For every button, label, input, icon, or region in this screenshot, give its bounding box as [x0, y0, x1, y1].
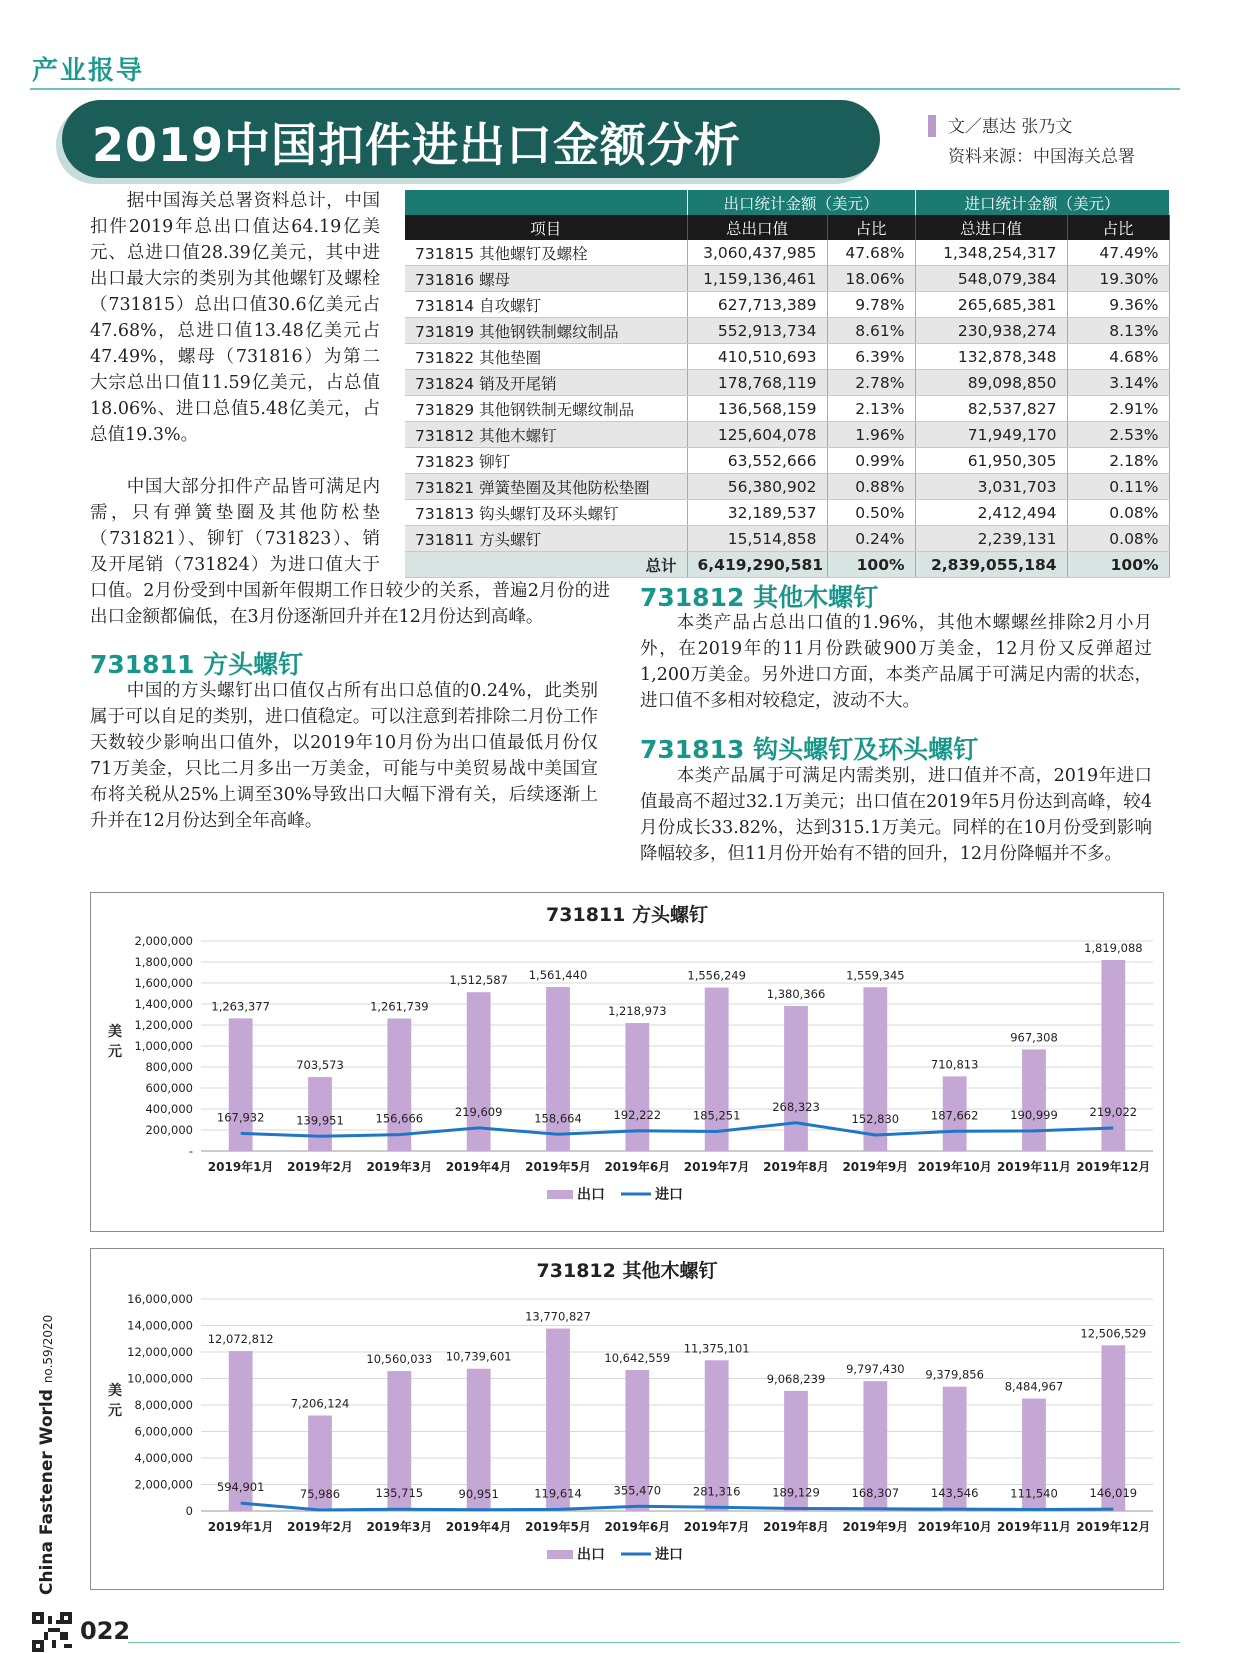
table-cell-export: 15,514,858	[687, 526, 827, 552]
import-data-label: 168,307	[851, 1485, 900, 1500]
table-cell-export: 627,713,389	[687, 292, 827, 318]
table-cell-is: 8.13%	[1067, 318, 1169, 344]
table-cell-es: 8.61%	[827, 318, 915, 344]
magazine-title: China Fastener World	[37, 1389, 57, 1595]
chart-731812-svg	[91, 1249, 1163, 1589]
import-data-label: 156,666	[375, 1111, 424, 1126]
export-data-label: 1,263,377	[211, 999, 270, 1014]
table-row	[405, 292, 1169, 318]
table-cell-item: 731822 其他垫圈	[405, 344, 687, 370]
export-data-label: 1,218,973	[608, 1004, 667, 1019]
table-cell-es: 9.78%	[827, 292, 915, 318]
export-data-label: 9,379,856	[925, 1367, 984, 1382]
export-bar	[1101, 960, 1125, 1151]
export-data-label: 10,739,601	[445, 1349, 512, 1364]
export-group-header: 出口统计金额（美元）	[687, 190, 915, 215]
data-source: 资料来源：中国海关总署	[948, 147, 1135, 167]
export-data-label: 12,072,812	[207, 1332, 274, 1347]
table-cell-is: 2.91%	[1067, 396, 1169, 422]
table-cell-is: 19.30%	[1067, 266, 1169, 292]
table-cell-item: 总计	[405, 552, 687, 578]
section-731812-text: 本类产品占总出口值的1.96%，其他木螺螺丝排除2月小月外，在2019年的11月份跌破900万美金，12月份又反弹超过1,200万美金。另外进口方面，本类产品属于可满足内需的状态，进口值不多相对较稳定，波动不大。	[640, 613, 1152, 711]
table-cell-export: 178,768,119	[687, 370, 827, 396]
table-cell-export: 6,419,290,581	[687, 552, 827, 578]
col-import: 总进口值	[915, 215, 1067, 240]
export-bar	[863, 987, 887, 1151]
import-data-label: 167,932	[216, 1110, 265, 1125]
table-row	[405, 526, 1169, 552]
page-number: 022	[80, 1617, 131, 1645]
table-cell-is: 2.53%	[1067, 422, 1169, 448]
chart-731811-svg	[91, 893, 1163, 1231]
import-data-label: 143,546	[930, 1486, 979, 1501]
x-tick-label: 2019年4月	[445, 1160, 512, 1174]
table-cell-export: 552,913,734	[687, 318, 827, 344]
import-data-label: 158,664	[534, 1111, 582, 1126]
table-cell-export: 410,510,693	[687, 344, 827, 370]
table-cell-import: 548,079,384	[915, 266, 1067, 292]
export-data-label: 1,819,088	[1084, 940, 1143, 955]
export-data-label: 10,560,033	[366, 1352, 433, 1367]
byline-accent	[928, 115, 936, 137]
table-cell-import: 265,685,381	[915, 292, 1067, 318]
table-cell-es: 6.39%	[827, 344, 915, 370]
table-cell-is: 47.49%	[1067, 240, 1169, 266]
import-data-label: 135,715	[375, 1486, 424, 1501]
table-cell-export: 56,380,902	[687, 474, 827, 500]
export-data-label: 10,642,559	[604, 1350, 671, 1365]
table-cell-item: 731829 其他钢铁制无螺纹制品	[405, 396, 687, 422]
import-data-label: 189,129	[772, 1485, 820, 1500]
import-group-header: 进口统计金额（美元）	[915, 190, 1169, 215]
table-cell-import: 71,949,170	[915, 422, 1067, 448]
y-tick-label: 400,000	[145, 1102, 193, 1116]
table-cell-item: 731812 其他木螺钉	[405, 422, 687, 448]
export-data-label: 13,770,827	[525, 1309, 591, 1324]
import-data-label: 268,323	[772, 1099, 820, 1114]
table-cell-import: 2,412,494	[915, 500, 1067, 526]
statistics-table	[405, 190, 1170, 578]
table-cell-item: 731813 钩头螺钉及环头螺钉	[405, 500, 687, 526]
table-row	[405, 396, 1169, 422]
table-cell-item: 731824 销及开尾销	[405, 370, 687, 396]
legend-export-swatch	[547, 1550, 573, 1559]
y-tick-label: 6,000,000	[134, 1424, 193, 1439]
export-data-label: 703,573	[296, 1058, 344, 1073]
table-cell-item: 731819 其他钢铁制螺纹制品	[405, 318, 687, 344]
table-cell-es: 0.50%	[827, 500, 915, 526]
import-data-label: 146,019	[1089, 1486, 1138, 1501]
y-tick-label: 0	[185, 1504, 193, 1518]
y-tick-label: 800,000	[145, 1060, 193, 1074]
table-cell-is: 4.68%	[1067, 344, 1169, 370]
export-bar	[229, 1018, 253, 1151]
table-cell-import: 82,537,827	[915, 396, 1067, 422]
x-tick-label: 2019年10月	[917, 1520, 992, 1534]
table-cell-import: 89,098,850	[915, 370, 1067, 396]
import-data-label: 90,951	[458, 1486, 499, 1501]
import-data-label: 190,999	[1010, 1107, 1058, 1122]
export-data-label: 1,512,587	[449, 973, 508, 988]
export-data-label: 1,556,249	[687, 968, 746, 983]
section-731813-text: 本类产品属于可满足内需类别，进口值并不高，2019年进口值最高不超过32.1万美元；出口值在2019年5月份达到高峰，较4月份成长33.82%，达到315.1万美元。同样的在10月份受到影响降幅较多，但11月份开始有不错的回升，12月份降幅并不多。	[640, 766, 1152, 864]
export-bar	[784, 1006, 808, 1151]
qr-code-icon	[32, 1612, 72, 1652]
export-data-label: 1,380,366	[766, 987, 826, 1002]
x-tick-label: 2019年3月	[366, 1160, 433, 1174]
x-tick-label: 2019年1月	[207, 1160, 274, 1174]
table-cell-es: 2.78%	[827, 370, 915, 396]
y-tick-label: 1,600,000	[134, 976, 193, 990]
import-line	[241, 1503, 1114, 1510]
export-data-label: 11,375,101	[683, 1341, 750, 1356]
table-row	[405, 240, 1169, 266]
legend-import-label: 进口	[655, 1547, 683, 1563]
y-axis-label: 元	[108, 1044, 122, 1060]
export-data-label: 7,206,124	[290, 1396, 350, 1411]
y-axis-label: 美	[108, 1024, 122, 1040]
y-tick-label: 1,200,000	[134, 1018, 193, 1032]
footer-rule	[128, 1642, 1180, 1643]
col-item: 项目	[405, 215, 687, 240]
table-cell-is: 0.08%	[1067, 500, 1169, 526]
x-tick-label: 2019年6月	[604, 1160, 671, 1174]
export-bar	[1022, 1049, 1046, 1151]
chart-title: 731812 其他木螺钉	[536, 1260, 718, 1282]
x-tick-label: 2019年6月	[604, 1520, 671, 1534]
section-label: 产业报导	[32, 56, 145, 86]
table-total-row	[405, 552, 1169, 578]
export-bar	[387, 1019, 411, 1151]
table-cell-is: 2.18%	[1067, 448, 1169, 474]
y-tick-label: 12,000,000	[127, 1345, 193, 1359]
intro-paragraph-2a: 中国大部分扣件产品皆可满足内需，只有弹簧垫圈及其他防松垫（731821）、铆钉（731823）、销及开尾销（731824）为进口值大于	[90, 477, 380, 575]
y-tick-label: 8,000,000	[134, 1398, 193, 1412]
col-import-share: 占比	[1067, 215, 1169, 240]
y-tick-label: 2,000,000	[134, 934, 193, 948]
y-axis-label: 元	[108, 1403, 122, 1419]
table-cell-import: 230,938,274	[915, 318, 1067, 344]
import-data-label: 219,609	[454, 1104, 503, 1119]
x-tick-label: 2019年7月	[683, 1520, 750, 1534]
table-cell-is: 3.14%	[1067, 370, 1169, 396]
section-731811-title: 731811 方头螺钉	[90, 650, 304, 679]
x-tick-label: 2019年9月	[842, 1160, 909, 1174]
import-data-label: 119,614	[534, 1486, 582, 1501]
x-tick-label: 2019年11月	[996, 1160, 1072, 1174]
table-cell-es: 2.13%	[827, 396, 915, 422]
table-corner	[405, 190, 687, 215]
x-tick-label: 2019年11月	[996, 1520, 1072, 1534]
y-tick-label: 1,400,000	[134, 997, 193, 1011]
export-data-label: 1,559,345	[846, 968, 905, 983]
x-tick-label: 2019年12月	[1076, 1160, 1151, 1174]
y-tick-label: -	[188, 1144, 193, 1158]
col-export-share: 占比	[827, 215, 915, 240]
import-data-label: 192,222	[613, 1107, 662, 1122]
page-title: 2019中国扣件进出口金额分析	[92, 118, 742, 172]
table-cell-is: 0.11%	[1067, 474, 1169, 500]
import-data-label: 139,951	[296, 1113, 344, 1128]
section-731813-title: 731813 钩头螺钉及环头螺钉	[640, 735, 979, 764]
export-data-label: 1,261,739	[370, 999, 429, 1014]
table-cell-export: 3,060,437,985	[687, 240, 827, 266]
export-data-label: 967,308	[1010, 1030, 1058, 1045]
table-cell-item: 731814 自攻螺钉	[405, 292, 687, 318]
table-cell-es: 0.24%	[827, 526, 915, 552]
import-data-label: 187,662	[930, 1108, 979, 1123]
x-tick-label: 2019年2月	[287, 1160, 353, 1174]
chart-title: 731811 方头螺钉	[546, 904, 708, 926]
chart-731811	[90, 892, 1164, 1232]
table-cell-export: 63,552,666	[687, 448, 827, 474]
table-row	[405, 370, 1169, 396]
x-tick-label: 2019年5月	[525, 1520, 591, 1534]
import-data-label: 355,470	[613, 1483, 662, 1498]
table-cell-item: 731823 铆钉	[405, 448, 687, 474]
x-tick-label: 2019年7月	[683, 1160, 750, 1174]
y-tick-label: 1,000,000	[134, 1039, 193, 1053]
table-row	[405, 318, 1169, 344]
table-cell-export: 1,159,136,461	[687, 266, 827, 292]
x-tick-label: 2019年10月	[917, 1160, 992, 1174]
table-row	[405, 448, 1169, 474]
table-cell-import: 1,348,254,317	[915, 240, 1067, 266]
table-cell-es: 100%	[827, 552, 915, 578]
y-tick-label: 4,000,000	[134, 1451, 193, 1465]
intro-paragraph-1: 据中国海关总署资料总计，中国扣件2019年总出口值达64.19亿美元、总进口值28.39亿美元，其中进出口最大宗的类别为其他螺钉及螺栓（731815）总出口值30.6亿美元占47.68%，总进口值13.48亿美元占47.49%，螺母（731816）为第二大宗总出口值11.59亿美元，占总值18.06%、进口总值5.48亿美元，占总值19.3%。	[90, 191, 380, 445]
legend-export-label: 出口	[577, 1547, 605, 1563]
import-data-label: 594,901	[216, 1480, 265, 1495]
export-data-label: 9,797,430	[846, 1362, 905, 1377]
x-tick-label: 2019年3月	[366, 1520, 433, 1534]
y-tick-label: 16,000,000	[127, 1292, 193, 1306]
export-bar	[546, 987, 570, 1151]
table-group-header	[405, 190, 1169, 215]
x-tick-label: 2019年2月	[287, 1520, 353, 1534]
y-tick-label: 2,000,000	[134, 1477, 193, 1492]
import-data-label: 111,540	[1010, 1486, 1058, 1501]
x-tick-label: 2019年5月	[525, 1160, 591, 1174]
legend-export-swatch	[547, 1190, 573, 1199]
y-tick-label: 10,000,000	[127, 1371, 193, 1386]
table-cell-es: 0.88%	[827, 474, 915, 500]
table-cell-import: 3,031,703	[915, 474, 1067, 500]
table-cell-item: 731816 螺母	[405, 266, 687, 292]
x-tick-label: 2019年8月	[763, 1160, 829, 1174]
y-tick-label: 200,000	[145, 1123, 193, 1137]
table-row	[405, 422, 1169, 448]
x-tick-label: 2019年1月	[207, 1520, 274, 1534]
table-cell-es: 47.68%	[827, 240, 915, 266]
y-tick-label: 1,800,000	[134, 955, 193, 969]
legend-import-label: 进口	[655, 1187, 683, 1203]
export-data-label: 9,068,239	[766, 1371, 826, 1386]
table-row	[405, 344, 1169, 370]
table-cell-item: 731811 方头螺钉	[405, 526, 687, 552]
table-cell-export: 136,568,159	[687, 396, 827, 422]
import-data-label: 75,986	[299, 1486, 341, 1501]
table-cell-es: 1.96%	[827, 422, 915, 448]
legend-export-label: 出口	[577, 1187, 605, 1203]
x-tick-label: 2019年9月	[842, 1520, 909, 1534]
table-cell-item: 731821 弹簧垫圈及其他防松垫圈	[405, 474, 687, 500]
table-row	[405, 474, 1169, 500]
col-export: 总出口值	[687, 215, 827, 240]
x-tick-label: 2019年12月	[1076, 1520, 1151, 1534]
section-731811-text: 中国的方头螺钉出口值仅占所有出口总值的0.24%，此类别属于可以自足的类别，进口值稳定。可以注意到若排除二月份工作天数较少影响出口值外，以2019年10月份为出口值最低月份仅71万美金，只比二月多出一万美金，可能与中美贸易战中美国宣布将关税从25%上调至30%导致出口大幅下滑有关，后续逐渐上升并在12月份达到全年高峰。	[90, 681, 598, 831]
table-column-header	[405, 215, 1169, 240]
section-rule	[30, 88, 1180, 90]
table-cell-is: 0.08%	[1067, 526, 1169, 552]
table-cell-import: 2,839,055,184	[915, 552, 1067, 578]
export-bar	[705, 988, 729, 1151]
issue-number: no.59/2020	[41, 1314, 55, 1384]
table-cell-es: 18.06%	[827, 266, 915, 292]
y-tick-label: 600,000	[145, 1081, 193, 1095]
y-tick-label: 14,000,000	[127, 1318, 193, 1333]
y-axis-label: 美	[108, 1383, 122, 1399]
table-cell-is: 9.36%	[1067, 292, 1169, 318]
export-data-label: 710,813	[930, 1057, 979, 1072]
export-data-label: 12,506,529	[1080, 1326, 1147, 1341]
import-data-label: 281,316	[692, 1484, 741, 1499]
table-cell-is: 100%	[1067, 552, 1169, 578]
title-banner	[62, 100, 880, 178]
import-data-label: 185,251	[692, 1108, 741, 1123]
table-cell-import: 132,878,348	[915, 344, 1067, 370]
table-cell-export: 32,189,537	[687, 500, 827, 526]
import-data-label: 219,022	[1089, 1105, 1138, 1120]
table-cell-item: 731815 其他螺钉及螺栓	[405, 240, 687, 266]
x-tick-label: 2019年8月	[763, 1520, 829, 1534]
section-731812-title: 731812 其他木螺钉	[640, 583, 879, 612]
x-tick-label: 2019年4月	[445, 1520, 512, 1534]
export-data-label: 1,561,440	[528, 968, 588, 983]
table-cell-import: 2,239,131	[915, 526, 1067, 552]
table-cell-es: 0.99%	[827, 448, 915, 474]
export-data-label: 8,484,967	[1004, 1379, 1064, 1394]
table-row	[405, 266, 1169, 292]
chart-731812	[90, 1248, 1164, 1590]
magazine-name	[37, 1315, 57, 1595]
import-data-label: 152,830	[851, 1111, 900, 1126]
intro-paragraph-2b: 口值。2月份受到中国新年假期工作日较少的关系，普遍2月份的进出口金额都偏低，在3月份逐渐回升并在12月份达到高峰。	[90, 581, 610, 627]
table-cell-import: 61,950,305	[915, 448, 1067, 474]
byline: 文／惠达 张乃文	[948, 117, 1073, 137]
table-cell-export: 125,604,078	[687, 422, 827, 448]
export-bar	[546, 1329, 570, 1511]
table-row	[405, 500, 1169, 526]
